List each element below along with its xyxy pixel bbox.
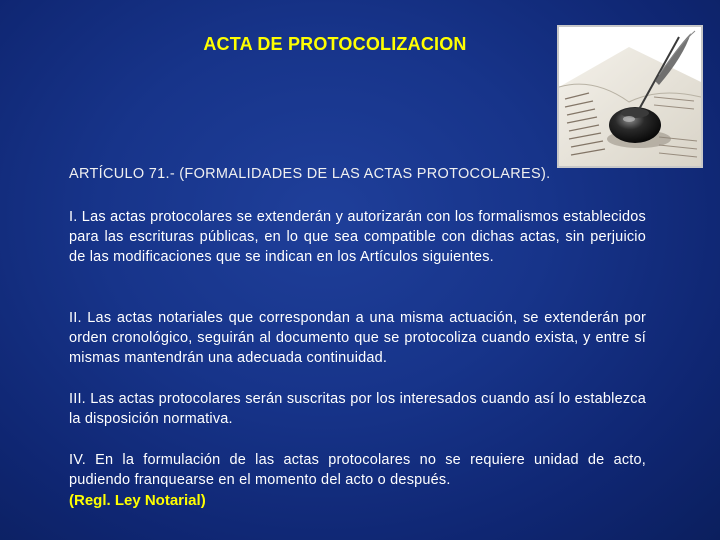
paragraph-1: I. Las actas protocolares se extenderán y autorizarán con los formalismos establecidos para las escrituras públicas, en lo que sea compatible con dichas actas, sin perjuicio de las modificaciones que se indican en los Artículos siguientes. — [69, 209, 646, 265]
slide-title: ACTA DE PROTOCOLIZACION — [203, 34, 467, 54]
source-citation: (Regl. Ley Notarial) — [69, 492, 206, 509]
paragraph-3: III. Las actas protocolares serán suscritas por los interesados cuando así lo establezca la disposición normativa. — [69, 391, 646, 427]
quill-and-inkwell-on-manuscript-icon — [557, 25, 703, 168]
article-heading: ARTÍCULO 71.- (FORMALIDADES DE LAS ACTAS PROTOCOLARES). — [69, 166, 551, 182]
paragraph-2: II. Las actas notariales que correspondan a una misma actuación, se extenderán por orden cronológico, seguirán al documento que se protocoliza cuando exista, y entre sí mismas mantendrán una adecuada continuidad. — [69, 310, 646, 366]
paragraph-4: IV. En la formulación de las actas protocolares no se requiere unidad de acto, pudiendo franquearse en el momento del acto o después. — [69, 452, 646, 488]
